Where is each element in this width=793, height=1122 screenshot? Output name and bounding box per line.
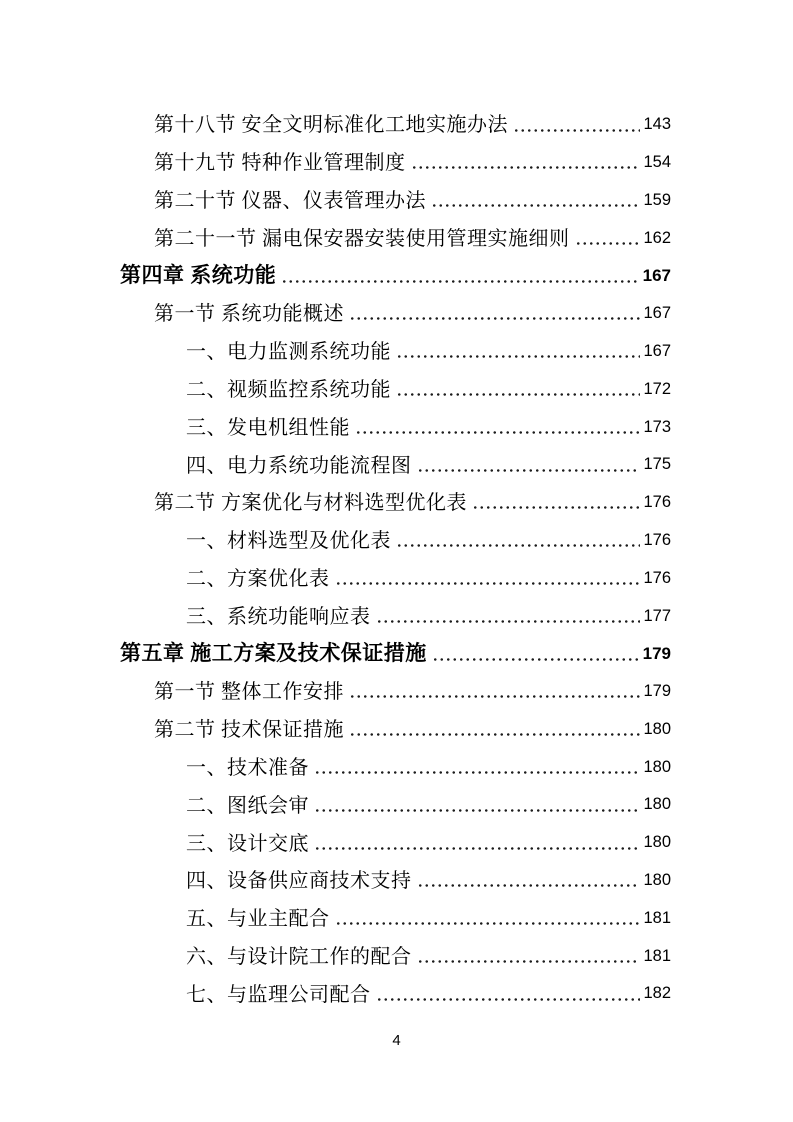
- dot-leader-icon: [349, 293, 640, 331]
- toc-entry-title: 第一节 系统功能概述: [154, 303, 344, 326]
- toc-entry-title: 五、与业主配合: [186, 908, 330, 931]
- toc-entry-page: 179: [643, 682, 671, 701]
- toc-entry-page: 172: [643, 379, 671, 398]
- toc-entry-page: 173: [643, 417, 671, 436]
- toc-entry-title: 二、视频监控系统功能: [186, 378, 391, 401]
- toc-entry-page: 177: [643, 606, 671, 625]
- dot-leader-icon: [411, 142, 641, 180]
- toc-entry-title: 三、发电机组性能: [186, 416, 350, 439]
- toc-entry-page: 167: [643, 304, 671, 323]
- toc-entry-title: 第二十一节 漏电保安器安装使用管理实施细则: [154, 227, 570, 250]
- toc-entry[interactable]: [120, 671, 671, 709]
- dot-leader-icon: [335, 558, 641, 596]
- dot-leader-icon: [417, 936, 641, 974]
- toc-entry-page: 179: [642, 644, 671, 664]
- toc-entry-title: 第二节 方案优化与材料选型优化表: [154, 492, 467, 515]
- toc-entry[interactable]: [120, 898, 671, 936]
- toc-entry-title: 三、设计交底: [186, 832, 309, 855]
- toc-entry[interactable]: [120, 973, 671, 1011]
- toc-entry-title: 第四章 系统功能: [120, 263, 277, 288]
- toc-entry[interactable]: [120, 255, 671, 293]
- toc-entry[interactable]: [120, 520, 671, 558]
- dot-leader-icon: [349, 709, 640, 747]
- footer-page-number: 4: [392, 1032, 401, 1049]
- toc-entry-title: 第二节 技术保证措施: [154, 719, 344, 742]
- dot-leader-icon: [349, 671, 640, 709]
- toc-entry-page: 182: [643, 984, 671, 1003]
- dot-leader-icon: [417, 444, 641, 482]
- toc-entry-page: 167: [643, 341, 671, 360]
- toc-entry-title: 四、设备供应商技术支持: [186, 870, 412, 893]
- toc-entry-page: 180: [643, 795, 671, 814]
- toc-entry[interactable]: [120, 822, 671, 860]
- toc-entry-title: 一、技术准备: [186, 756, 309, 779]
- dot-leader-icon: [431, 180, 640, 218]
- toc-entry[interactable]: [120, 860, 671, 898]
- toc-entry[interactable]: [120, 217, 671, 255]
- toc-entry[interactable]: [120, 595, 671, 633]
- toc-entry[interactable]: [120, 936, 671, 974]
- toc-entry-title: 三、系统功能响应表: [186, 605, 371, 628]
- toc-entry-page: 180: [643, 871, 671, 890]
- toc-entry-page: 181: [643, 908, 671, 927]
- toc-entry-title: 六、与设计院工作的配合: [186, 945, 412, 968]
- page-footer: [0, 1032, 793, 1049]
- table-of-contents: [120, 104, 671, 1011]
- toc-entry-page: 176: [643, 530, 671, 549]
- toc-entry-page: 154: [643, 152, 671, 171]
- toc-entry[interactable]: [120, 331, 671, 369]
- toc-entry-title: 一、材料选型及优化表: [186, 530, 391, 553]
- toc-entry[interactable]: [120, 558, 671, 596]
- toc-entry[interactable]: [120, 709, 671, 747]
- toc-entry-page: 180: [643, 719, 671, 738]
- dot-leader-icon: [396, 520, 640, 558]
- dot-leader-icon: [376, 973, 641, 1011]
- dot-leader-icon: [314, 822, 640, 860]
- dot-leader-icon: [432, 633, 640, 671]
- toc-entry-title: 一、电力监测系统功能: [186, 341, 391, 364]
- toc-entry-title: 第一节 整体工作安排: [154, 681, 344, 704]
- toc-entry-page: 167: [642, 266, 671, 286]
- toc-entry[interactable]: [120, 406, 671, 444]
- toc-entry-title: 第十九节 特种作业管理制度: [154, 152, 406, 175]
- toc-entry-page: 180: [643, 757, 671, 776]
- dot-leader-icon: [472, 482, 640, 520]
- toc-entry-page: 180: [643, 833, 671, 852]
- toc-entry-title: 四、电力系统功能流程图: [186, 454, 412, 477]
- toc-entry-page: 175: [643, 455, 671, 474]
- toc-entry[interactable]: [120, 293, 671, 331]
- toc-entry-page: 159: [643, 190, 671, 209]
- toc-entry[interactable]: [120, 142, 671, 180]
- toc-entry[interactable]: [120, 784, 671, 822]
- toc-entry[interactable]: [120, 104, 671, 142]
- toc-entry-page: 162: [643, 228, 671, 247]
- dot-leader-icon: [376, 595, 641, 633]
- toc-entry-title: 第五章 施工方案及技术保证措施: [120, 641, 427, 666]
- toc-entry-title: 七、与监理公司配合: [186, 983, 371, 1006]
- toc-entry-title: 二、方案优化表: [186, 567, 330, 590]
- dot-leader-icon: [355, 406, 640, 444]
- dot-leader-icon: [314, 747, 640, 785]
- toc-entry[interactable]: [120, 369, 671, 407]
- toc-entry[interactable]: [120, 482, 671, 520]
- toc-entry-title: 第十八节 安全文明标准化工地实施办法: [154, 114, 508, 137]
- toc-entry-page: 143: [643, 115, 671, 134]
- dot-leader-icon: [575, 217, 641, 255]
- dot-leader-icon: [281, 255, 639, 293]
- dot-leader-icon: [513, 104, 640, 142]
- toc-entry-page: 176: [643, 493, 671, 512]
- toc-entry[interactable]: [120, 444, 671, 482]
- dot-leader-icon: [335, 898, 641, 936]
- dot-leader-icon: [396, 331, 640, 369]
- toc-entry-page: 176: [643, 568, 671, 587]
- toc-entry[interactable]: [120, 747, 671, 785]
- toc-entry[interactable]: [120, 633, 671, 671]
- toc-entry[interactable]: [120, 180, 671, 218]
- toc-entry-title: 二、图纸会审: [186, 794, 309, 817]
- dot-leader-icon: [314, 784, 640, 822]
- toc-entry-page: 181: [643, 946, 671, 965]
- dot-leader-icon: [417, 860, 641, 898]
- dot-leader-icon: [396, 369, 640, 407]
- toc-entry-title: 第二十节 仪器、仪表管理办法: [154, 189, 426, 212]
